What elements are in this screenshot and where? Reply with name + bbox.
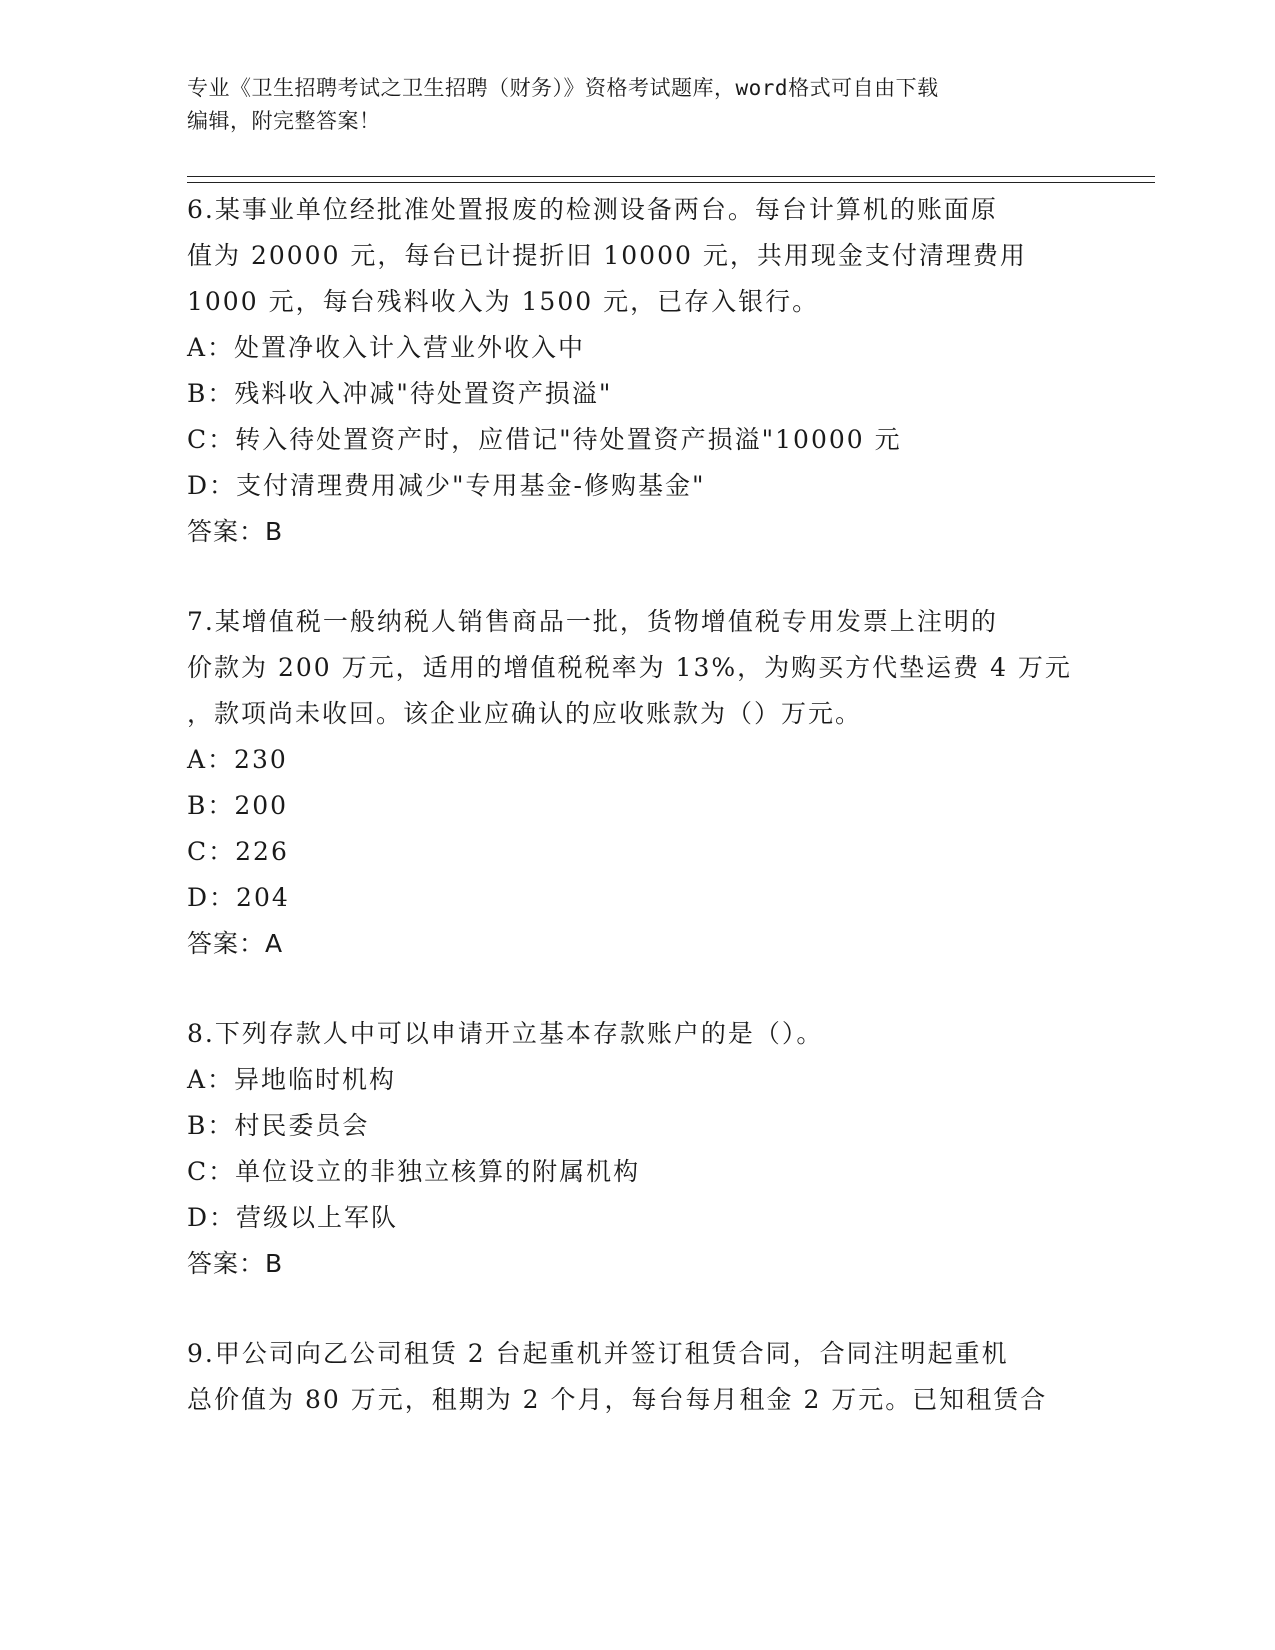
stem-line: 总价值为 80 万元，租期为 2 个月，每台每月租金 2 万元。已知租赁合 — [187, 1385, 1048, 1414]
stem-line: 值为 20000 元，每台已计提折旧 10000 元，共用现金支付清理费用 — [187, 241, 1027, 270]
question-9 — [187, 1331, 1087, 1423]
header-line-2: 编辑，附完整答案！ — [187, 109, 381, 133]
option-a: A：异地临时机构 — [187, 1065, 397, 1094]
header-divider-top — [187, 176, 1155, 177]
question-7 — [187, 599, 1087, 967]
question-stem — [187, 187, 1087, 325]
option-c: C：单位设立的非独立核算的附属机构 — [187, 1157, 641, 1186]
option-a: A：230 — [187, 745, 288, 774]
question-stem — [187, 1331, 1087, 1423]
stem-line: ，款项尚未收回。该企业应确认的应收账款为（）万元。 — [187, 699, 863, 728]
question-stem — [187, 599, 1087, 737]
option-b: B：村民委员会 — [187, 1111, 370, 1140]
stem-line: 7.某增值税一般纳税人销售商品一批，货物增值税专用发票上注明的 — [187, 607, 998, 636]
question-stem — [187, 1011, 1087, 1057]
option-c: C：转入待处置资产时，应借记"待处置资产损溢"10000 元 — [187, 425, 902, 454]
document-header — [187, 72, 1087, 138]
option-b: B：残料收入冲减"待处置资产损溢" — [187, 379, 613, 408]
question-list — [187, 187, 1087, 1467]
header-divider-bottom — [187, 182, 1155, 183]
option-c: C：226 — [187, 837, 289, 866]
stem-line: 8.下列存款人中可以申请开立基本存款账户的是（）。 — [187, 1019, 824, 1048]
stem-line: 9.甲公司向乙公司租赁 2 台起重机并签订租赁合同，合同注明起重机 — [187, 1339, 1009, 1368]
question-6 — [187, 187, 1087, 555]
answer-label: 答案：A — [187, 929, 284, 958]
option-d: D：204 — [187, 883, 290, 912]
option-b: B：200 — [187, 791, 289, 820]
stem-line: 1000 元，每台残料收入为 1500 元，已存入银行。 — [187, 287, 820, 316]
option-a: A：处置净收入计入营业外收入中 — [187, 333, 586, 362]
header-line-1: 专业《卫生招聘考试之卫生招聘（财务）》资格考试题库，word格式可自由下载 — [187, 76, 939, 100]
option-d: D：支付清理费用减少"专用基金-修购基金" — [187, 471, 706, 500]
stem-line: 6.某事业单位经批准处置报废的检测设备两台。每台计算机的账面原 — [187, 195, 998, 224]
question-8 — [187, 1011, 1087, 1287]
answer-label: 答案：B — [187, 517, 284, 546]
answer-label: 答案：B — [187, 1249, 284, 1278]
option-d: D：营级以上军队 — [187, 1203, 399, 1232]
stem-line: 价款为 200 万元，适用的增值税税率为 13%，为购买方代垫运费 4 万元 — [187, 653, 1072, 682]
